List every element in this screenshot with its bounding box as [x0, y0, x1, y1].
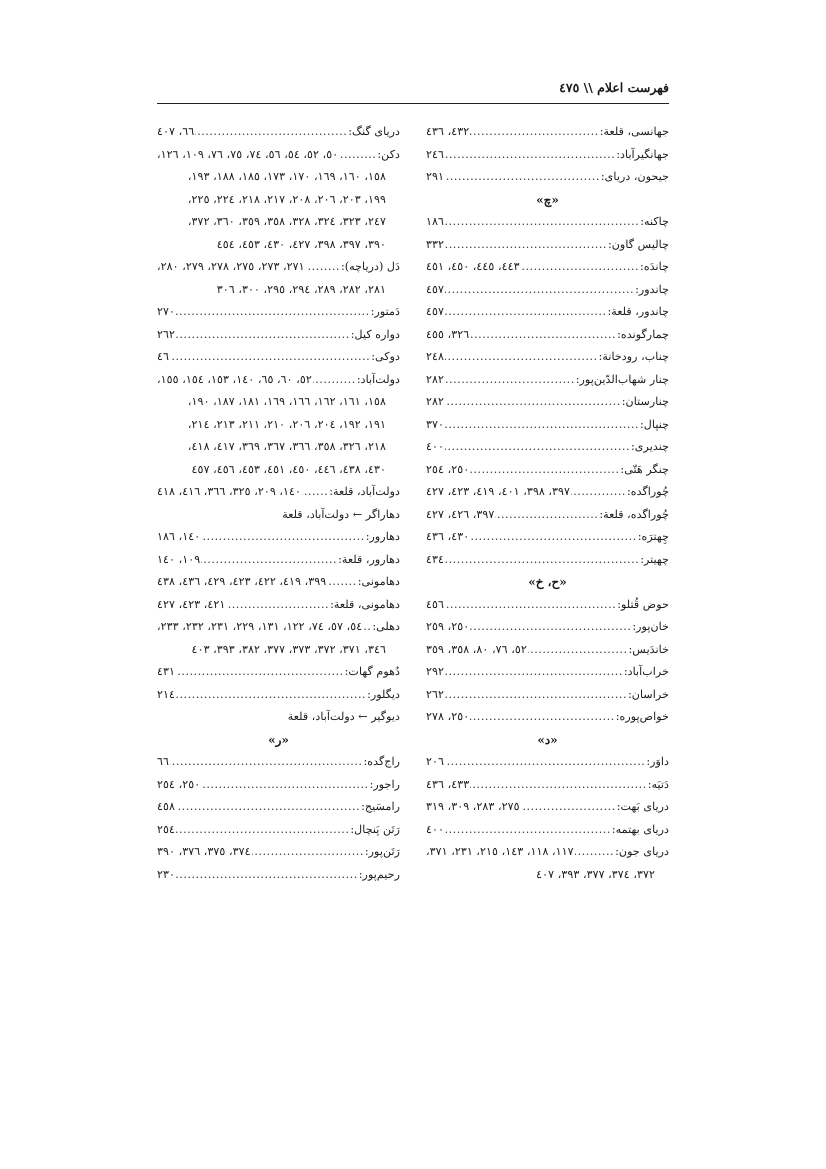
- index-term: داوَر:: [646, 755, 669, 768]
- page-numbers: ٢٩١: [426, 170, 445, 183]
- page-numbers: ٤٣٤: [426, 552, 445, 566]
- page-numbers: ٣٧٢، ٣٧٤، ٣٧٧، ٣٩٣، ٤٠٧: [536, 867, 655, 881]
- index-entry: [426, 796, 669, 819]
- page-numbers: ١١٧، ١١٨، ١٤٣، ٢١٥، ٢٣١، ٣٧١،: [426, 845, 574, 858]
- page-numbers: ٤٣٠، ٤٣٦: [426, 530, 470, 543]
- leader-dots: [339, 144, 376, 167]
- index-entry: [426, 481, 669, 504]
- index-entry-continuation: [157, 459, 400, 482]
- index-term: چِهترَه:: [637, 530, 669, 543]
- page-numbers: ٢٥٠، ٢٥٤: [426, 462, 470, 476]
- section-letter-heading: «چ»: [536, 192, 559, 207]
- page-numbers: ٣٩٧، ٤٢٦، ٤٢٧: [426, 507, 495, 521]
- index-term: چهیتر:: [640, 552, 669, 566]
- index-term: دهارور:: [365, 530, 400, 543]
- leader-dots: [445, 166, 600, 189]
- index-term: خراب‌آباد:: [623, 665, 669, 678]
- leader-dots: [445, 346, 598, 369]
- index-term: چُوراگده:: [626, 485, 669, 498]
- leader-dots: [170, 346, 370, 369]
- index-term: چندیری:: [631, 440, 669, 453]
- leader-dots: [176, 684, 366, 707]
- leader-dots: [470, 706, 615, 729]
- index-entry: [426, 211, 669, 234]
- page-numbers: ٣٧٤، ٣٧٥، ٣٧٦، ٣٩٠: [157, 845, 251, 858]
- index-entry-continuation: [157, 234, 400, 257]
- page-numbers: ٣٩٩، ٤١٩، ٤٢٢، ٤٢٣، ٤٢٩، ٤٣٦، ٤٣٨: [157, 575, 327, 588]
- index-term: دُهوم گهات:: [344, 665, 400, 678]
- index-entry-continuation: [426, 864, 669, 887]
- leader-dots: [313, 369, 356, 392]
- index-term: دَمتور:: [370, 305, 400, 318]
- index-term: راجور:: [369, 777, 400, 791]
- page-numbers: ٢٥٠، ٢٧٨: [426, 710, 470, 723]
- page-numbers: ٢٨٢: [426, 395, 445, 408]
- leader-dots: [201, 774, 368, 797]
- page-numbers: ٣٢٦، ٤٥٥: [426, 327, 470, 341]
- page-numbers: ٢٧١، ٢٧٣، ٢٧٥، ٢٧٨، ٢٧٩، ٢٨٠،: [157, 260, 305, 273]
- index-entry: [426, 324, 669, 347]
- index-term: دهامونی، قلعة:: [330, 597, 400, 611]
- leader-dots: [176, 324, 350, 347]
- index-column-left: [157, 121, 400, 886]
- index-entry: [157, 594, 400, 617]
- page-numbers: ٢٧٠: [157, 305, 176, 318]
- index-entry: [426, 661, 669, 684]
- leader-dots: [470, 324, 616, 347]
- index-entry: [157, 526, 400, 549]
- index-entry: [157, 301, 400, 324]
- index-entry-continuation: [157, 639, 400, 662]
- leader-dots: [445, 301, 606, 324]
- index-term: دَتیَه:: [647, 777, 669, 791]
- index-entry: [157, 751, 400, 774]
- index-term: رحیم‌پور:: [358, 867, 400, 881]
- index-entry: [157, 796, 400, 819]
- index-term: دریای گنگ:: [348, 125, 400, 138]
- index-entry-continuation: [157, 211, 400, 234]
- page-numbers: ٣٩٧، ٣٩٨، ٤٠١، ٤١٩، ٤٢٣، ٤٢٧: [426, 485, 571, 498]
- index-term: رَتَن پَنچال:: [350, 822, 400, 836]
- index-entry: [426, 301, 669, 324]
- page-numbers: ١٤٠، ١٨٦: [157, 530, 201, 543]
- page-numbers: ٣٤٦، ٣٧١، ٣٧٢، ٣٧٣، ٣٧٧، ٣٨٢، ٣٩٣، ٤٠٣: [191, 642, 386, 656]
- index-entry: [426, 459, 669, 482]
- index-entry: [426, 391, 669, 414]
- header-title: فهرست اعلام \\ ٤٧٥: [559, 80, 669, 95]
- page-numbers: ٤٣٣، ٤٣٦: [426, 777, 470, 791]
- leader-dots: [495, 504, 598, 527]
- index-entry: [426, 369, 669, 392]
- page-numbers: ٢٦٢: [426, 687, 445, 701]
- page-numbers: ٥٢، ٦٠، ٦٥، ١٤٠، ١٥٣، ١٥٤، ١٥٥،: [157, 372, 312, 386]
- leader-dots: [521, 256, 639, 279]
- page-numbers: ٢٥٤: [157, 822, 176, 836]
- index-term: رَتَن‌پور:: [364, 845, 400, 858]
- page-numbers: ٥٤، ٥٧، ٧٤، ١٢٢، ١٣١، ٢٢٩، ٢٣١، ٢٣٢، ٢٣٣،: [157, 620, 363, 633]
- leader-dots: [571, 481, 626, 504]
- page-numbers: ٢٦٢: [157, 327, 176, 341]
- index-entry: [157, 616, 400, 639]
- index-term: چاندور:: [635, 282, 669, 296]
- index-entry: [426, 751, 669, 774]
- see-reference-text: دیوگیر ← دولت‌آباد، قلعة: [287, 710, 400, 723]
- page-numbers: ٤٢١، ٤٢٣، ٤٢٧: [157, 597, 226, 611]
- index-entry: [426, 414, 669, 437]
- leader-dots: [445, 661, 623, 684]
- page-numbers: ٤٠٠: [426, 440, 445, 453]
- index-entry: [157, 144, 400, 167]
- page-numbers: ٢٨١، ٢٨٢، ٢٨٩، ٢٩٤، ٢٩٥، ٣٠٠، ٣٠٦: [216, 282, 386, 296]
- index-entry-continuation: [157, 279, 400, 302]
- leader-dots: [201, 549, 337, 572]
- section-letter-heading: «د»: [537, 732, 558, 747]
- index-entry: [157, 256, 400, 279]
- index-term: خواص‌پوره:: [615, 710, 669, 723]
- page-numbers: ٦٦، ٤٠٧: [157, 125, 195, 138]
- leader-dots: [252, 841, 364, 864]
- page-numbers: ٤٥٨: [157, 800, 176, 813]
- index-entry: [426, 841, 669, 864]
- leader-dots: [528, 639, 628, 662]
- index-term: خان‌پور:: [632, 620, 669, 633]
- index-term: خراسان:: [628, 687, 669, 701]
- index-term: دریای جون:: [615, 845, 669, 858]
- section-letter-heading: «ر»: [268, 732, 289, 747]
- index-entry-continuation: [157, 189, 400, 212]
- page-numbers: ٥٠، ٥٢، ٥٤، ٥٦، ٧٤، ٧٥، ٧٦، ١٠٩، ١٢٦،: [157, 147, 339, 161]
- page-numbers: ٤٣٠، ٤٣٨، ٤٤٦، ٤٥٠، ٤٥١، ٤٥٣، ٤٥٦، ٤٥٧: [191, 462, 386, 476]
- index-entry: [426, 166, 669, 189]
- leader-dots: [445, 391, 621, 414]
- index-term: دکن:: [377, 147, 400, 161]
- header-rule: [157, 103, 669, 104]
- index-term: راج‌گده:: [363, 755, 400, 768]
- index-entry: [157, 774, 400, 797]
- index-entry-continuation: [157, 391, 400, 414]
- index-entry: [426, 256, 669, 279]
- page-numbers: ٢٥٠، ٢٥٤: [157, 777, 201, 791]
- leader-dots: [445, 549, 639, 572]
- page-numbers: ٢٤٦: [426, 147, 445, 161]
- page-numbers: ١٩١، ١٩٢، ٢٠٤، ٢٠٦، ٢١٠، ٢١١، ٢١٣، ٢١٤،: [187, 417, 386, 431]
- index-term: چاندَه:: [640, 260, 669, 273]
- leader-dots: [445, 594, 616, 617]
- index-term: چالیس گاون:: [607, 237, 669, 251]
- index-entry: [426, 549, 669, 572]
- index-term: حوض قُتلو:: [617, 597, 669, 611]
- page-numbers: ٤٦: [157, 350, 170, 363]
- index-entry-continuation: [157, 436, 400, 459]
- index-term: جهانسی، قلعة:: [599, 125, 669, 138]
- running-header: [157, 80, 669, 102]
- index-term: چنارستان:: [621, 395, 669, 408]
- index-entry: [426, 144, 669, 167]
- index-term: چناب، رودخانة:: [598, 350, 669, 363]
- page-numbers: ٤٣١: [157, 665, 176, 678]
- leader-dots: [445, 414, 639, 437]
- index-term: دهامونی:: [357, 575, 400, 588]
- index-term: دوکی:: [371, 350, 400, 363]
- leader-dots: [470, 526, 637, 549]
- page-numbers: ٦٦: [157, 755, 170, 768]
- page-numbers: ٢٥٠، ٢٥٩: [426, 620, 470, 633]
- page-numbers: ٤٥٧: [426, 305, 445, 318]
- index-entry: [157, 121, 400, 144]
- page-numbers: ٤٥٦: [426, 597, 445, 611]
- page-numbers: ١٩٩، ٢٠٣، ٢٠٦، ٢٠٨، ٢١٧، ٢١٨، ٢٢٤، ٢٢٥،: [187, 192, 386, 206]
- index-entry: [157, 369, 400, 392]
- page-numbers: ٢٧٥، ٢٨٣، ٣٠٩، ٣١٩: [426, 800, 520, 813]
- index-entry: [157, 841, 400, 864]
- leader-dots: [306, 256, 340, 279]
- leader-dots: [445, 279, 634, 302]
- leader-dots: [176, 796, 360, 819]
- index-term: جیحون، دریای:: [600, 170, 669, 183]
- leader-dots: [445, 369, 575, 392]
- index-entry: [426, 706, 669, 729]
- page-numbers: ٣٣٢: [426, 237, 445, 251]
- page-numbers: ١٨٦: [426, 215, 445, 228]
- index-term: دَل (دریاچه):: [341, 260, 400, 273]
- page-numbers: ٥٢، ٧٦، ٨٠، ٣٥٨، ٣٥٩: [426, 642, 527, 656]
- index-term: دهلی:: [372, 620, 400, 633]
- index-term: دریای بَهت:: [616, 800, 669, 813]
- index-entry: [157, 571, 400, 594]
- leader-dots: [176, 661, 344, 684]
- leader-dots: [302, 481, 328, 504]
- leader-dots: [575, 841, 614, 864]
- index-entry: [157, 684, 400, 707]
- page-numbers: ٣٧٠: [426, 417, 445, 431]
- page-numbers: ١٠٩، ١٤٠: [157, 552, 201, 566]
- page-numbers: ٤٣٢، ٤٣٦: [426, 125, 470, 138]
- index-term: چاکنه:: [640, 215, 669, 228]
- index-entry-continuation: [157, 414, 400, 437]
- index-entry-continuation: [157, 166, 400, 189]
- index-term: چنار شهاب‌الدّین‌پور:: [575, 372, 669, 386]
- leader-dots: [226, 594, 329, 617]
- page-numbers: ١٤٠، ٢٠٩، ٣٢٥، ٣٦٦، ٤١٦، ٤١٨: [157, 485, 302, 498]
- index-term: دیگلور:: [367, 687, 400, 701]
- page-numbers: ٣٩٠، ٣٩٧، ٣٩٨، ٤٢٧، ٤٣٠، ٤٥٣، ٤٥٤: [216, 237, 386, 251]
- index-term: چنپال:: [640, 417, 669, 431]
- index-entry: [426, 346, 669, 369]
- index-term: خاندَیس:: [628, 642, 669, 656]
- index-term: جهانگیرآباد:: [616, 147, 669, 161]
- index-term: چنگر هَتّی:: [620, 462, 669, 476]
- index-entry: [426, 526, 669, 549]
- index-entry: [426, 774, 669, 797]
- page-numbers: ٤٠٠: [426, 822, 445, 836]
- page-numbers: ٢٩٢: [426, 665, 445, 678]
- index-entry: [426, 436, 669, 459]
- index-entry: [426, 121, 669, 144]
- index-entry: [157, 346, 400, 369]
- page-numbers: ٢٨٢: [426, 372, 445, 386]
- index-entry: [426, 616, 669, 639]
- index-entry: [157, 324, 400, 347]
- leader-dots: [176, 819, 349, 842]
- leader-dots: [195, 121, 347, 144]
- index-term: دواره کیل:: [350, 327, 400, 341]
- index-term: دولت‌آباد:: [356, 372, 400, 386]
- index-entry: [426, 504, 669, 527]
- page-numbers: ٤٤٣، ٤٤٥، ٤٥٠، ٤٥١: [426, 260, 520, 273]
- page-numbers: ٢٤٨: [426, 350, 445, 363]
- page-numbers: ٤٥٧: [426, 282, 445, 296]
- index-entry: [157, 864, 400, 887]
- index-term: رامسَیج:: [361, 800, 400, 813]
- page-numbers: ٢٤٧، ٣٢٣، ٣٢٤، ٣٢٨، ٣٥٨، ٣٥٩، ٣٦٠، ٣٧٢،: [187, 215, 386, 228]
- index-entry: [426, 279, 669, 302]
- section-letter-heading: «ح، خ»: [528, 575, 567, 589]
- leader-dots: [521, 796, 616, 819]
- index-entry: [157, 661, 400, 684]
- index-column-right: [426, 121, 669, 886]
- index-entry: [157, 481, 400, 504]
- leader-dots: [201, 526, 364, 549]
- index-entry: [426, 234, 669, 257]
- page-numbers: ٢٠٦: [426, 755, 445, 768]
- leader-dots: [445, 211, 639, 234]
- leader-dots: [170, 751, 362, 774]
- leader-dots: [327, 571, 356, 594]
- leader-dots: [445, 751, 645, 774]
- see-reference-text: دهاراگر ← دولت‌آباد، قلعة: [282, 507, 400, 521]
- index-term: دریای بهتمه:: [611, 822, 669, 836]
- leader-dots: [445, 819, 611, 842]
- page-numbers: ١٥٨، ١٦٠، ١٦٩، ١٧٠، ١٧٣، ١٨٥، ١٨٨، ١٩٣،: [187, 170, 386, 183]
- page-numbers: ٢١٤: [157, 687, 176, 701]
- index-entry: [426, 684, 669, 707]
- index-entry: [426, 819, 669, 842]
- leader-dots: [445, 144, 615, 167]
- see-reference: [157, 504, 400, 527]
- index-term: چمارگونده:: [617, 327, 669, 341]
- page-numbers: ١٥٨، ١٦١، ١٦٢، ١٦٦، ١٦٩، ١٨١، ١٨٧، ١٩٠،: [187, 395, 386, 408]
- index-term: دولت‌آباد، قلعة:: [329, 485, 400, 498]
- page-numbers: ٢٣٠: [157, 867, 176, 881]
- leader-dots: [176, 864, 358, 887]
- page-numbers: ٢١٨، ٣٢٦، ٣٥٨، ٣٦٦، ٣٦٧، ٣٦٩، ٤١٧، ٤١٨،: [187, 440, 386, 453]
- leader-dots: [176, 301, 370, 324]
- leader-dots: [470, 774, 647, 797]
- leader-dots: [363, 616, 371, 639]
- see-reference: [157, 706, 400, 729]
- leader-dots: [445, 234, 607, 257]
- index-term: دهارور، قلعة:: [338, 552, 400, 566]
- leader-dots: [445, 436, 630, 459]
- index-entry: [157, 549, 400, 572]
- index-term: چاندور، قلعة:: [607, 305, 669, 318]
- leader-dots: [470, 459, 619, 482]
- leader-dots: [470, 121, 598, 144]
- index-entry: [426, 639, 669, 662]
- index-entry: [426, 594, 669, 617]
- index-term: چُوراگده، قلعة:: [599, 507, 669, 521]
- leader-dots: [445, 684, 627, 707]
- index-entry: [157, 819, 400, 842]
- leader-dots: [470, 616, 631, 639]
